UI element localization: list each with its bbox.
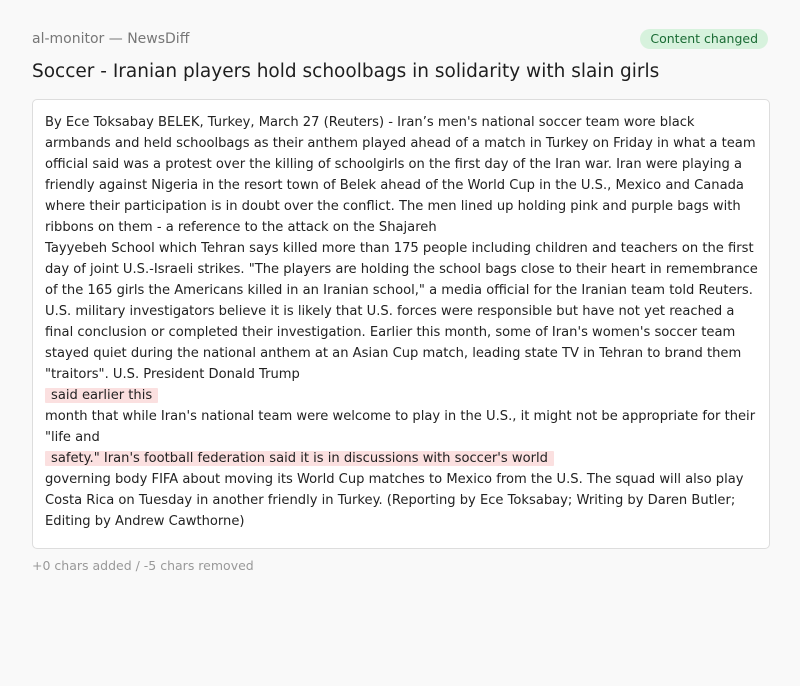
article-line: stayed quiet during the national anthem at an Asian Cup match, leading state TV in Tehran to brand them xyxy=(45,346,742,361)
removed-line xyxy=(45,448,757,469)
article-line: Costa Rica on Tuesday in another friendly in Turkey. (Reporting by Ece Toksabay; Writing by Daren Butler; xyxy=(45,493,736,508)
removed-text-highlight: safety." Iran's football federation said it is in discussions with soccer's world xyxy=(45,451,554,466)
article-line: where their participation is in doubt over the conflict. The men lined up holding pink and purple bags with xyxy=(45,199,741,214)
diff-stats: +0 chars added / -5 chars removed xyxy=(32,558,254,573)
article-line: final conclusion or completed their investigation. Earlier this month, some of Iran's women's soccer team xyxy=(45,325,736,340)
article-line: "traitors". U.S. President Donald Trump xyxy=(45,367,300,382)
article-title: Soccer - Iranian players hold schoolbags in solidarity with slain girls xyxy=(32,61,660,82)
article-line: "life and xyxy=(45,430,100,445)
article-line: day of joint U.S.-Israeli strikes. "The players are holding the school bags close to their heart in remembrance xyxy=(45,262,758,277)
article-line: official said was a protest over the killing of schoolgirls on the first day of the Iran war. Iran were playing a xyxy=(45,157,743,172)
article-line: By Ece Toksabay BELEK, Turkey, March 27 (Reuters) - Iran’s men's national soccer team wore black xyxy=(45,115,695,130)
status-badge: Content changed xyxy=(640,29,768,49)
article-line: friendly against Nigeria in the resort town of Belek ahead of the World Cup in the U.S., Mexico and Canada xyxy=(45,178,744,193)
article-line: governing body FIFA about moving its World Cup matches to Mexico from the U.S. The squad will also play xyxy=(45,472,744,487)
article-line: armbands and held schoolbags as their anthem played ahead of a match in Turkey on Friday in what a team xyxy=(45,136,756,151)
article-line: U.S. military investigators believe it is likely that U.S. forces were responsible but have not yet reached a xyxy=(45,304,735,319)
article-line: month that while Iran's national team were welcome to play in the U.S., it might not be appropriate for their xyxy=(45,409,756,424)
page-header xyxy=(32,28,768,50)
article-line: of the 165 girls the Americans killed in an Iranian school," a media official for the Iranian team told Reuters. xyxy=(45,283,753,298)
article-line: ribbons on them - a reference to the attack on the Shajareh xyxy=(45,220,437,235)
removed-line xyxy=(45,385,757,406)
removed-text-highlight: said earlier this xyxy=(45,388,158,403)
article-line: Tayyebeh School which Tehran says killed more than 175 people including children and teachers on the first xyxy=(45,241,754,256)
site-label: al-monitor — NewsDiff xyxy=(32,31,190,47)
article-body xyxy=(32,99,770,549)
article-line: Editing by Andrew Cawthorne) xyxy=(45,514,245,529)
